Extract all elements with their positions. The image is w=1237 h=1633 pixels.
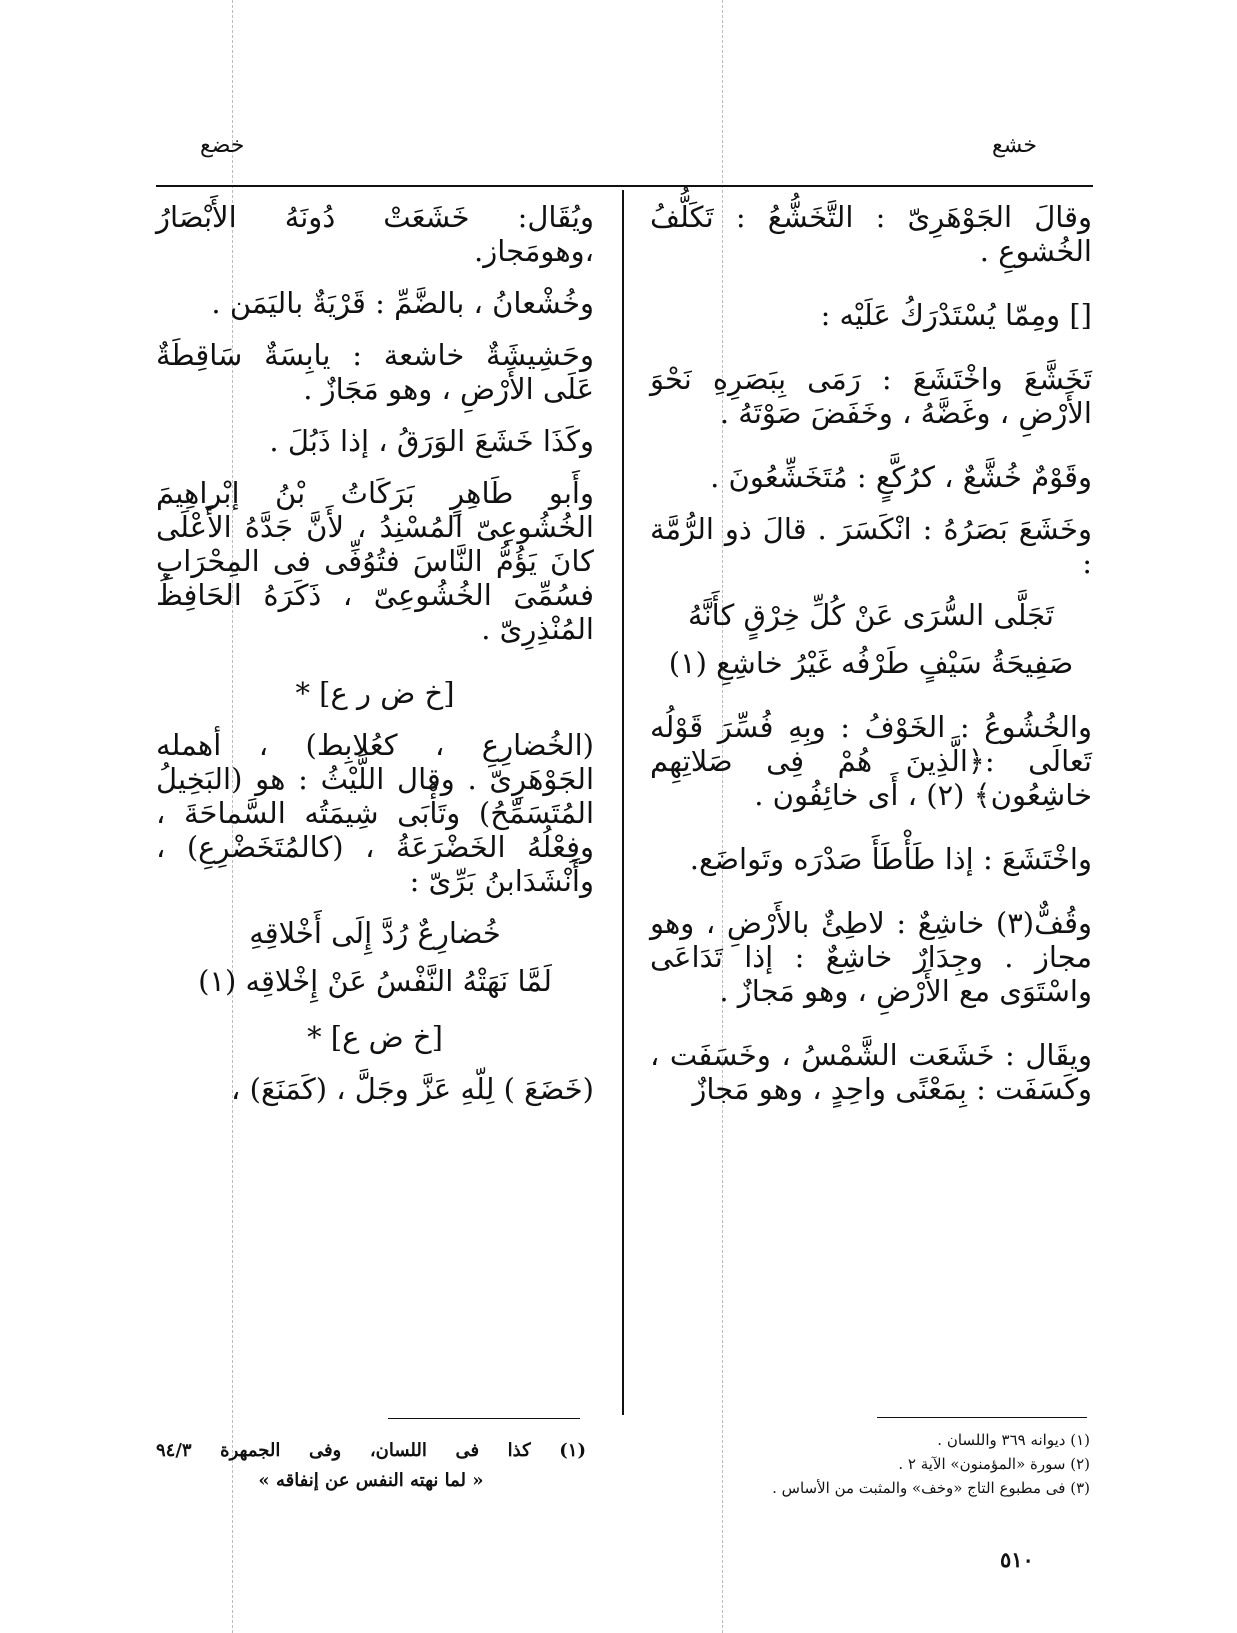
paragraph: وقُفٌّ(٣) خاشِعٌ : لاطِئٌ بالأَرْضِ ، وهو مجاز . وجِدَارٌ خاشِعٌ : إذا تَدَاعَى واسْتَوَى مع الأَرْضِ ، وهو مَجازٌ .: [650, 906, 1092, 1008]
paragraph: [] ومِمّا يُسْتَدْرَكُ عَلَيْه :: [820, 298, 1092, 332]
right-column: [650, 200, 1092, 1136]
paragraph: تَخَشَّعَ واخْتَشَعَ : رَمَى بِبَصَرِهِ نَحْوَ الأَرْضِ ، وغَضَّهُ ، وخَفَضَ صَوْتَهُ .: [650, 362, 1092, 430]
footnote: (٢) سورة «المؤمنون» الآية ٢ .: [898, 1455, 1090, 1473]
footnote-rule-left: [388, 1418, 580, 1419]
paragraph: وخَشَعَ بَصَرُهُ : انْكَسَرَ . قالَ ذو الرُّمَّة :: [650, 512, 1092, 580]
paragraph: والخُشُوعُ : الخَوْفُ : وبِهِ فُسِّرَ قَوْلُه تَعالَى :﴿الَّذِينَ هُمْ فِى صَلاتِهِم خاشِعُون﴾ (٢) ، أَى خائِفُون .: [650, 710, 1092, 812]
paragraph: ويقَال : خَشَعَت الشَّمْسُ ، وخَسَفَت ، وكَسَفَت : بِمَعْنًى واحِدٍ ، وهو مَجازٌ: [650, 1038, 1092, 1106]
paragraph: وخُشْعانُ ، بالضَّمِّ : قَرْيَةٌ باليَمَن .: [211, 286, 594, 320]
footnote: (٣) فى مطبوع التاج «وخف» والمثبت من الأساس .: [772, 1479, 1090, 1497]
footnotes-right: [700, 1428, 1090, 1500]
page-number: ٥١٠: [1000, 1547, 1034, 1572]
paragraph: (خَضَعَ ) لِلّهِ عَزَّ وجَلَّ ، (كَمَنَعَ) ،: [231, 1072, 594, 1106]
footnote: (١) ديوانه ٣٦٩ واللسان .: [937, 1431, 1090, 1449]
header-left-word: خضع: [200, 133, 245, 158]
paragraph: وقَوْمٌ خُشَّعٌ ، كرُكَّعٍ : مُتَخَشِّعُونَ .: [710, 460, 1092, 494]
paragraph: ويُقَال: خَشَعَتْ دُونَهُ الأَبْصَارُ ،وهومَجاز.: [156, 200, 594, 268]
header-rule: [156, 185, 1093, 187]
header-right-word: خشع: [992, 133, 1037, 158]
footnote-rule-right: [877, 1417, 1087, 1418]
verse-line: لَمَّا نَهَتْهُ النَّفْسُ عَنْ إِخْلاقِه (١): [198, 964, 552, 998]
verse-line: خُضارِعٌ رُدَّ إِلَى أَخْلاقِهِ: [249, 916, 501, 950]
entry-heading: [خ ض ع] *: [307, 1020, 443, 1054]
entry-heading: [خ ض ر ع] *: [295, 676, 455, 710]
paragraph: وأَبو طَاهِرٍ بَرَكَاتُ بْنُ إبْراهِيمَ الخُشُوعِىّ المُسْنِدُ ، لأَنَّ جَدَّهُ الأَعْلَى كانَ يَؤُمُّ النَّاسَ فتُوُفِّى فى المِحْرَابِ فسُمِّىَ الخُشُوعِىّ ، ذَكَرَهُ الحَافِظُ المُنْذِرِىّ .: [156, 476, 594, 646]
footnotes-left: [156, 1436, 586, 1496]
column-divider: [622, 190, 624, 1415]
paragraph: وكَذَا خَشَعَ الوَرَقُ ، إذا ذَبُلَ .: [269, 424, 594, 458]
footnote: (١) كذا فى اللسان، وفى الجمهرة ٩٤/٣: [156, 1440, 586, 1461]
left-column: [156, 200, 594, 1136]
paragraph: وقالَ الجَوْهَرِىّ : التَّخَشُّعُ : تَكَلُّفُ الخُشوعِ .: [650, 200, 1092, 268]
paragraph: وحَشِيشَةٌ خاشعة : يابِسَةٌ سَاقِطَةٌ عَلَى الأَرْضِ ، وهو مَجَازٌ .: [156, 338, 594, 406]
paragraph: واخْتَشَعَ : إذا طَأْطَأَ صَدْرَه وتَواضَع.: [689, 842, 1092, 876]
paragraph: (الخُضارِعِ ، كعُلابِط) ، أهمله الجَوْهَرِىّ . وقال اللَّيْثُ : هو (البَخِيلُ المُتَسَمِّحُ) وتَأْبَى شِيمَتُه السَّماحَةَ ، وفِعْلُهُ الخَضْرَعَةُ ، (كالمُتَخَضْرِعِ) ، وأَنْشَدَابنُ بَرِّىّ :: [156, 728, 594, 898]
footnote: « لما نهته النفس عن إنفاقه »: [258, 1470, 484, 1491]
verse-line: تَجَلَّى السُّرَى عَنْ كُلِّ خِرْقٍ كأَنَّهُ: [688, 598, 1054, 632]
verse-line: صَفِيحَةُ سَيْفٍ طَرْفُه غَيْرُ خاشِعِ (١): [668, 646, 1074, 680]
